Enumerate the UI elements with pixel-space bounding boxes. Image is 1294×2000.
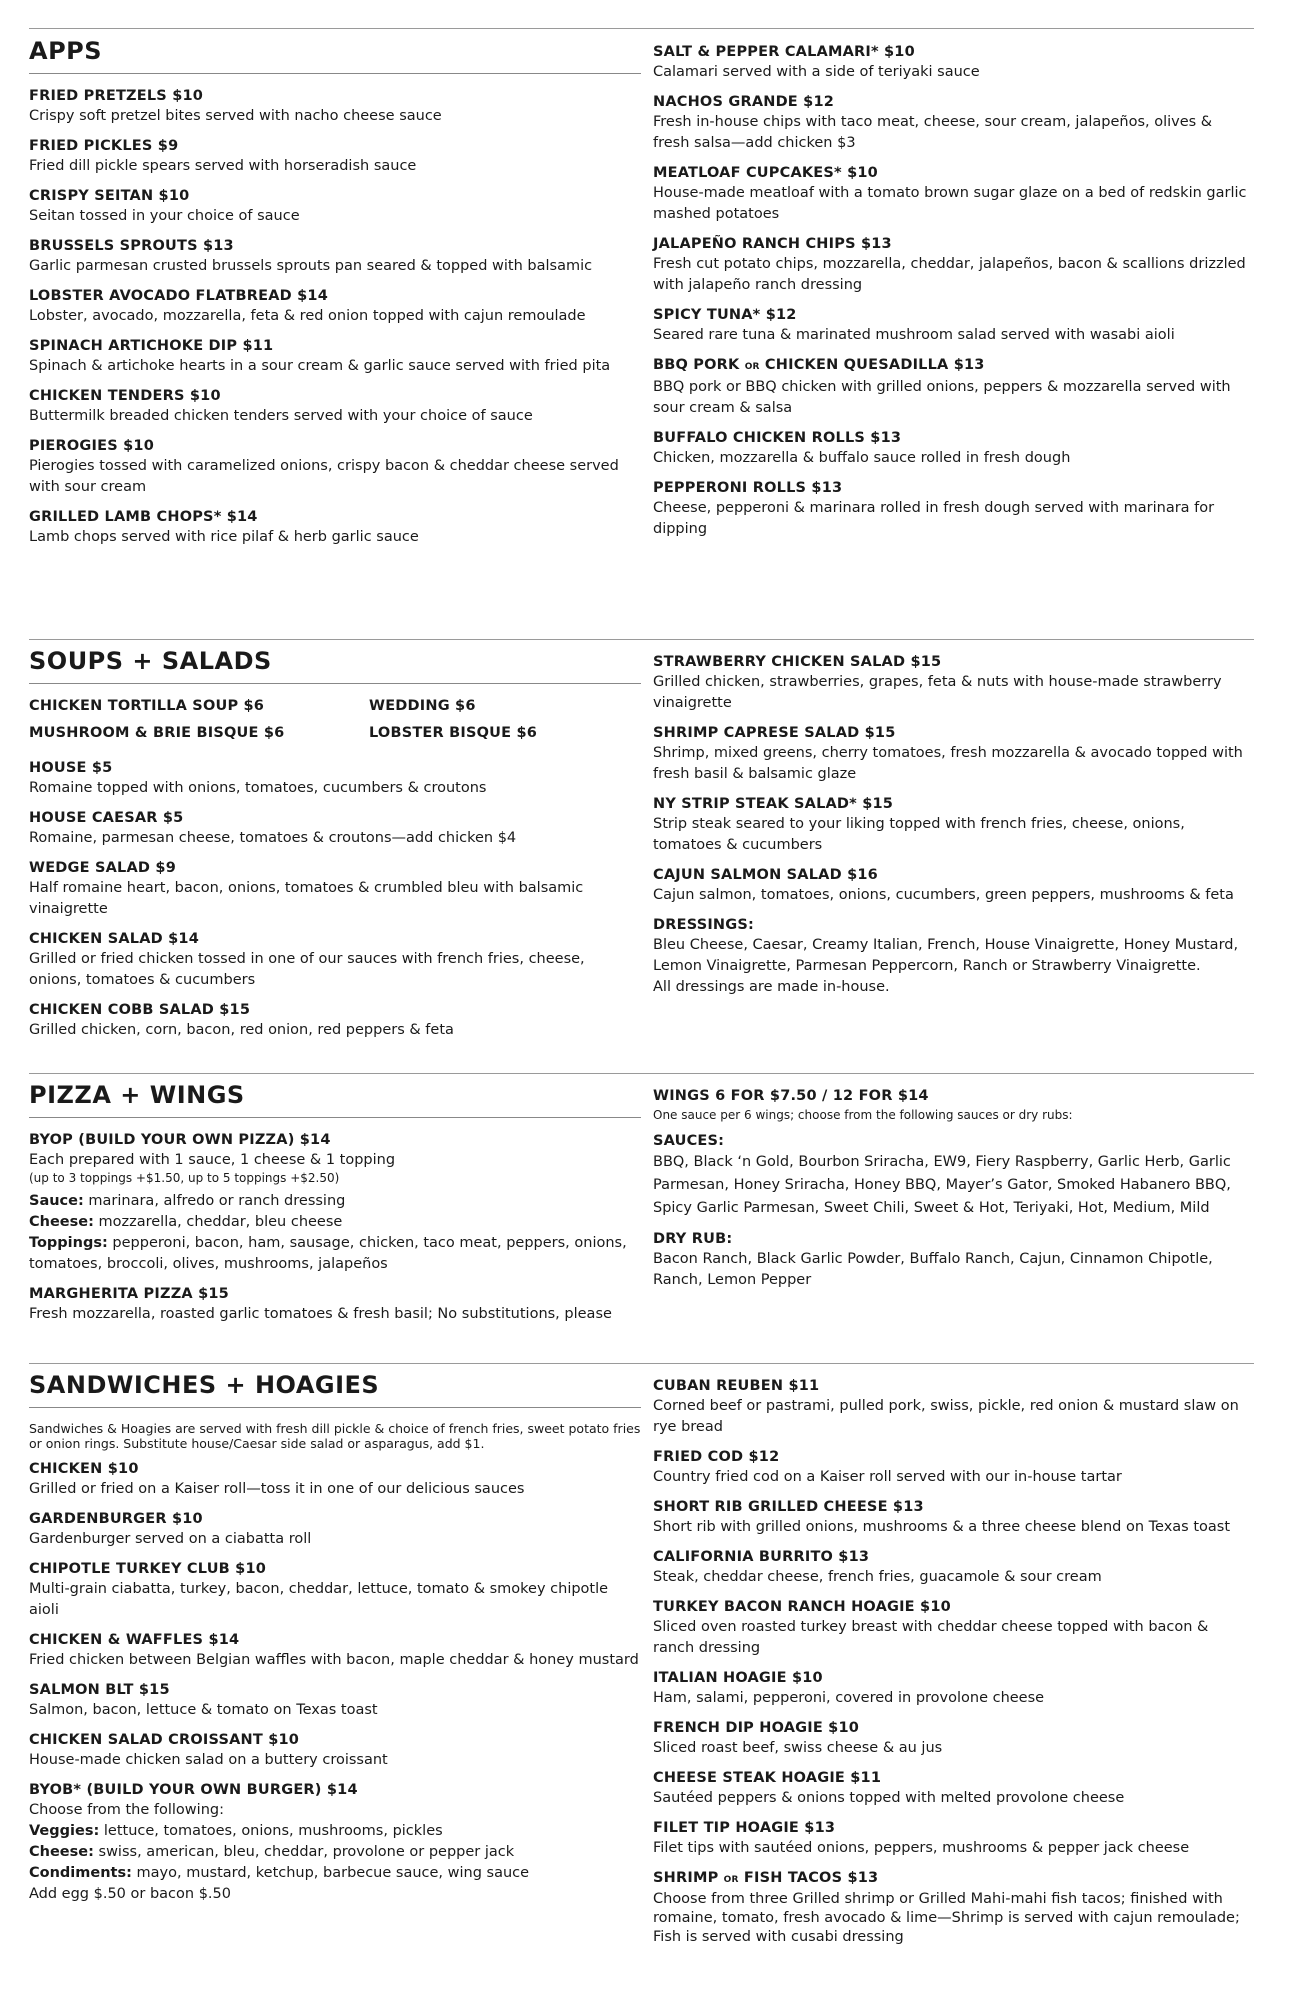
dryrub-block	[653, 1230, 1253, 1291]
byob-cheese-line	[29, 1842, 641, 1863]
item-name: SHORT RIB GRILLED CHEESE $13	[653, 1499, 924, 1515]
menu-item	[653, 1548, 1253, 1588]
byob-intro: Choose from the following:	[29, 1802, 224, 1818]
menu-item	[29, 1560, 641, 1621]
item-name: FRENCH DIP HOAGIE $10	[653, 1720, 860, 1736]
item-name: SPICY TUNA* $12	[653, 307, 797, 323]
item-name: GRILLED LAMB CHOPS* $14	[29, 509, 258, 525]
dryrub-list: Bacon Ranch, Black Garlic Powder, Buffalo Ranch, Cajun, Cinnamon Chipotle, Ranch, Lemon Pepper	[653, 1251, 1213, 1288]
toppings-line	[29, 1233, 641, 1275]
item-desc: Multi-grain ciabatta, turkey, bacon, cheddar, lettuce, tomato & smokey chipotle aioli	[29, 1581, 609, 1618]
dressings-block	[653, 916, 1253, 998]
item-name: BRUSSELS SPROUTS $13	[29, 238, 234, 254]
menu-item	[653, 1498, 1253, 1538]
condiments-label: Condiments:	[29, 1865, 132, 1881]
menu-item	[29, 287, 641, 327]
item-desc: Buttermilk breaded chicken tenders served with your choice of sauce	[29, 408, 533, 424]
item-name: LOBSTER AVOCADO FLATBREAD $14	[29, 288, 328, 304]
menu-item	[29, 1510, 641, 1550]
menu-item	[29, 337, 641, 377]
item-desc: Garlic parmesan crusted brussels sprouts pan seared & topped with balsamic	[29, 258, 593, 274]
apps-right-column	[653, 43, 1253, 550]
sandwiches-rule	[29, 1363, 1254, 1364]
cheese-label: Cheese:	[29, 1214, 94, 1230]
item-name: CAJUN SALMON SALAD $16	[653, 867, 878, 883]
item-name: CHICKEN & WAFFLES $14	[29, 1632, 240, 1648]
item-desc: Lobster, avocado, mozzarella, feta & red onion topped with cajun remoulade	[29, 308, 586, 324]
menu-item	[653, 93, 1253, 154]
item-name: CALIFORNIA BURRITO $13	[653, 1549, 870, 1565]
item-name: SALMON BLT $15	[29, 1682, 170, 1698]
menu-item	[653, 356, 1253, 419]
item-name: TURKEY BACON RANCH HOAGIE $10	[653, 1599, 951, 1615]
dressings-heading: DRESSINGS:	[653, 917, 755, 933]
wings-note: One sauce per 6 wings; choose from the following sauces or dry rubs:	[653, 1108, 1073, 1122]
item-name: BUFFALO CHICKEN ROLLS $13	[653, 430, 902, 446]
item-desc: Salmon, bacon, lettuce & tomato on Texas toast	[29, 1702, 378, 1718]
menu-item	[29, 508, 641, 548]
menu-item	[653, 1598, 1253, 1659]
item-desc: Fresh in-house chips with taco meat, cheese, sour cream, jalapeños, olives & fresh salsa—add chicken $3	[653, 114, 1213, 151]
menu-item	[653, 866, 1253, 906]
item-desc: Grilled or fried on a Kaiser roll—toss it in one of our delicious sauces	[29, 1481, 525, 1497]
item-desc: Corned beef or pastrami, pulled pork, swiss, pickle, red onion & mustard slaw on rye bread	[653, 1398, 1239, 1435]
menu-item	[29, 1285, 641, 1325]
veggies-text: lettuce, tomatoes, onions, mushrooms, pickles	[99, 1823, 443, 1839]
sauces-block	[653, 1132, 1253, 1220]
sandwiches-right-column	[653, 1377, 1253, 1957]
item-name: CUBAN REUBEN $11	[653, 1378, 820, 1394]
dryrub-heading: DRY RUB:	[653, 1231, 733, 1247]
item-desc: Lamb chops served with rice pilaf & herb garlic sauce	[29, 529, 419, 545]
item-desc: Sliced oven roasted turkey breast with cheddar cheese topped with bacon & ranch dressing	[653, 1619, 1209, 1656]
menu-item	[653, 235, 1253, 296]
sauce-label: Sauce:	[29, 1193, 84, 1209]
sandwiches-note: Sandwiches & Hoagies are served with fresh dill pickle & choice of french fries, sweet potato fries or onion rings. Substitute house/Caesar side salad or asparagus, add $1.	[29, 1421, 641, 1451]
byob-cheese-label: Cheese:	[29, 1844, 94, 1860]
item-name: MARGHERITA PIZZA $15	[29, 1286, 229, 1302]
item-name: CHICKEN SALAD CROISSANT $10	[29, 1732, 300, 1748]
item-name-part: SHRIMP	[653, 1870, 719, 1886]
item-name: HOUSE $5	[29, 760, 113, 776]
menu-item	[29, 87, 641, 127]
menu-item	[29, 137, 641, 177]
sauce-line	[29, 1191, 641, 1212]
item-desc: Choose from three Grilled shrimp or Grilled Mahi-mahi fish tacos; finished with romaine, tomato, fresh avocado & lime—Shrimp is served with cajun remoulade; Fish is served with cusabi dressing	[653, 1891, 1240, 1945]
item-desc: Gardenburger served on a ciabatta roll	[29, 1531, 312, 1547]
item-desc: Strip steak seared to your liking topped with french fries, cheese, onions, tomatoes & cucumbers	[653, 816, 1185, 853]
soup-item: MUSHROOM & BRIE BISQUE $6	[29, 725, 285, 741]
menu-item	[653, 724, 1253, 785]
item-name: CHIPOTLE TURKEY CLUB $10	[29, 1561, 267, 1577]
menu-item	[653, 1448, 1253, 1488]
item-name: HOUSE CAESAR $5	[29, 810, 184, 826]
menu-item	[29, 809, 641, 849]
item-name-part: FISH TACOS $13	[743, 1870, 879, 1886]
item-desc: Crispy soft pretzel bites served with nacho cheese sauce	[29, 108, 442, 124]
item-name: CHICKEN TENDERS $10	[29, 388, 221, 404]
menu-item	[29, 859, 641, 920]
item-name: BYOP (BUILD YOUR OWN PIZZA) $14	[29, 1132, 331, 1148]
item-desc: Fried dill pickle spears served with horseradish sauce	[29, 158, 417, 174]
menu-item	[653, 653, 1253, 714]
item-name	[653, 1869, 1253, 1890]
item-name: FRIED PICKLES $9	[29, 138, 179, 154]
item-name: NACHOS GRANDE $12	[653, 94, 835, 110]
item-desc: Grilled chicken, corn, bacon, red onion, red peppers & feta	[29, 1022, 454, 1038]
item-desc: House-made chicken salad on a buttery croissant	[29, 1752, 388, 1768]
item-name: FILET TIP HOAGIE $13	[653, 1820, 836, 1836]
sauces-heading: SAUCES:	[653, 1133, 725, 1149]
or-word: OR	[723, 1875, 739, 1885]
item-desc: Grilled chicken, strawberries, grapes, feta & nuts with house-made strawberry vinaigrette	[653, 674, 1222, 711]
item-desc: Filet tips with sautéed onions, peppers, mushrooms & pepper jack cheese	[653, 1840, 1190, 1856]
byop-block	[29, 1131, 641, 1275]
item-name: CHICKEN SALAD $14	[29, 931, 200, 947]
soup-item: WEDDING $6	[369, 698, 476, 714]
item-desc: Romaine, parmesan cheese, tomatoes & croutons—add chicken $4	[29, 830, 517, 846]
item-name: CHICKEN $10	[29, 1461, 139, 1477]
menu-item	[653, 1377, 1253, 1438]
cheese-line	[29, 1212, 641, 1233]
item-desc: Fresh cut potato chips, mozzarella, cheddar, jalapeños, bacon & scallions drizzled with jalapeño ranch dressing	[653, 256, 1246, 293]
soups-title: SOUPS + SALADS	[29, 646, 641, 684]
menu-item	[653, 306, 1253, 346]
item-desc: Seitan tossed in your choice of sauce	[29, 208, 300, 224]
soups-right-column	[653, 653, 1253, 1008]
soups-grid	[29, 697, 641, 751]
item-name: CHEESE STEAK HOAGIE $11	[653, 1770, 882, 1786]
item-name: WEDGE SALAD $9	[29, 860, 176, 876]
dressings-note: All dressings are made in-house.	[653, 979, 890, 995]
item-name: STRAWBERRY CHICKEN SALAD $15	[653, 654, 942, 670]
soups-rule	[29, 639, 1254, 640]
item-desc: Shrimp, mixed greens, cherry tomatoes, fresh mozzarella & avocado topped with fresh basil & balsamic glaze	[653, 745, 1243, 782]
sandwiches-title: SANDWICHES + HOAGIES	[29, 1370, 641, 1408]
soup-item: LOBSTER BISQUE $6	[369, 725, 538, 741]
or-word: OR	[744, 362, 760, 372]
item-name: MEATLOAF CUPCAKES* $10	[653, 165, 878, 181]
pizza-right-column	[653, 1087, 1253, 1301]
menu-item	[653, 429, 1253, 469]
toppings-pricing: (up to 3 toppings +$1.50, up to 5 toppings +$2.50)	[29, 1171, 340, 1185]
item-name: GARDENBURGER $10	[29, 1511, 203, 1527]
menu-item	[653, 43, 1253, 83]
pizza-left-column	[29, 1080, 641, 1335]
item-desc: Spinach & artichoke hearts in a sour cream & garlic sauce served with fried pita	[29, 358, 611, 374]
toppings-text: pepperoni, bacon, ham, sausage, chicken, taco meat, peppers, onions, tomatoes, broccoli, olives, mushrooms, jalapeños	[29, 1235, 627, 1272]
item-name-part: CHICKEN QUESADILLA $13	[764, 357, 985, 373]
item-name	[653, 356, 1253, 377]
menu-item	[653, 1819, 1253, 1859]
menu-item	[29, 1731, 641, 1771]
menu-item	[653, 479, 1253, 540]
item-name: JALAPEÑO RANCH CHIPS $13	[653, 236, 892, 252]
menu-item	[29, 387, 641, 427]
item-name: BYOB* (BUILD YOUR OWN BURGER) $14	[29, 1782, 358, 1798]
menu-item	[29, 187, 641, 227]
wings-block	[653, 1087, 1253, 1122]
item-desc: Fresh mozzarella, roasted garlic tomatoes & fresh basil; No substitutions, please	[29, 1306, 612, 1322]
item-name: NY STRIP STEAK SALAD* $15	[653, 796, 894, 812]
item-desc: Fried chicken between Belgian waffles with bacon, maple cheddar & honey mustard	[29, 1652, 639, 1668]
menu-item	[29, 1631, 641, 1671]
item-name-part: BBQ PORK	[653, 357, 740, 373]
item-desc: Grilled or fried chicken tossed in one of our sauces with french fries, cheese, onions, tomatoes & cucumbers	[29, 951, 585, 988]
item-name: SALT & PEPPER CALAMARI* $10	[653, 44, 915, 60]
item-name: PIEROGIES $10	[29, 438, 154, 454]
item-desc: Half romaine heart, bacon, onions, tomatoes & crumbled bleu with balsamic vinaigrette	[29, 880, 584, 917]
menu-item	[29, 1460, 641, 1500]
sandwiches-left-column	[29, 1370, 641, 1915]
apps-title: APPS	[29, 36, 641, 74]
byob-block	[29, 1781, 641, 1905]
item-desc: Pierogies tossed with caramelized onions, crispy bacon & cheddar cheese served with sour cream	[29, 458, 619, 495]
item-desc: Seared rare tuna & marinated mushroom salad served with wasabi aioli	[653, 327, 1175, 343]
item-desc: Sautéed peppers & onions topped with melted provolone cheese	[653, 1790, 1125, 1806]
veggies-line	[29, 1821, 641, 1842]
menu-item	[29, 237, 641, 277]
top-rule	[29, 28, 1254, 29]
soups-left-column	[29, 646, 641, 1051]
item-desc: Each prepared with 1 sauce, 1 cheese & 1 topping	[29, 1152, 396, 1168]
item-desc: Cheese, pepperoni & marinara rolled in fresh dough served with marinara for dipping	[653, 500, 1215, 537]
item-desc: House-made meatloaf with a tomato brown sugar glaze on a bed of redskin garlic mashed potatoes	[653, 185, 1247, 222]
item-name: SPINACH ARTICHOKE DIP $11	[29, 338, 274, 354]
item-desc: Romaine topped with onions, tomatoes, cucumbers & croutons	[29, 780, 487, 796]
menu-item	[29, 437, 641, 498]
menu-item	[653, 1719, 1253, 1759]
sauces-list: BBQ, Black ‘n Gold, Bourbon Sriracha, EW9, Fiery Raspberry, Garlic Herb, Garlic Parmesan, Honey Sriracha, Honey BBQ, Mayer’s Gator, Smoked Habanero BBQ, Spicy Garlic Parmesan, Sweet Chili, Sweet & Hot, Teriyaki, Hot, Medium, Mild	[653, 1154, 1231, 1216]
item-desc: Steak, cheddar cheese, french fries, guacamole & sour cream	[653, 1569, 1102, 1585]
item-desc: Chicken, mozzarella & buffalo sauce rolled in fresh dough	[653, 450, 1071, 466]
menu-item	[29, 930, 641, 991]
item-desc: Cajun salmon, tomatoes, onions, cucumbers, green peppers, mushrooms & feta	[653, 887, 1234, 903]
condiments-line	[29, 1863, 641, 1884]
item-name: CRISPY SEITAN $10	[29, 188, 190, 204]
menu-item	[29, 1681, 641, 1721]
byob-cheese-text: swiss, american, bleu, cheddar, provolone or pepper jack	[93, 1844, 515, 1860]
item-name: FRIED COD $12	[653, 1449, 780, 1465]
item-name: PEPPERONI ROLLS $13	[653, 480, 843, 496]
cheese-text: mozzarella, cheddar, bleu cheese	[93, 1214, 343, 1230]
item-name: FRIED PRETZELS $10	[29, 88, 204, 104]
dressings-list: Bleu Cheese, Caesar, Creamy Italian, French, House Vinaigrette, Honey Mustard, Lemon Vinaigrette, Parmesan Peppercorn, Ranch or Strawberry Vinaigrette.	[653, 937, 1239, 974]
item-name: ITALIAN HOAGIE $10	[653, 1670, 823, 1686]
item-name: CHICKEN COBB SALAD $15	[29, 1002, 251, 1018]
addon-line: Add egg $.50 or bacon $.50	[29, 1886, 231, 1902]
apps-left-column	[29, 36, 641, 558]
soup-item: CHICKEN TORTILLA SOUP $6	[29, 698, 265, 714]
menu-item	[653, 1669, 1253, 1709]
pizza-title: PIZZA + WINGS	[29, 1080, 641, 1118]
menu-item	[653, 795, 1253, 856]
item-desc: BBQ pork or BBQ chicken with grilled onions, peppers & mozzarella served with sour cream & salsa	[653, 379, 1231, 416]
menu-item	[653, 164, 1253, 225]
veggies-label: Veggies:	[29, 1823, 100, 1839]
menu-item	[29, 1001, 641, 1041]
pizza-rule	[29, 1073, 1254, 1074]
menu-item	[653, 1869, 1253, 1947]
menu-item	[653, 1769, 1253, 1809]
item-desc: Calamari served with a side of teriyaki sauce	[653, 64, 980, 80]
item-name: WINGS 6 FOR $7.50 / 12 FOR $14	[653, 1088, 929, 1104]
item-name: SHRIMP CAPRESE SALAD $15	[653, 725, 896, 741]
menu-item	[29, 759, 641, 799]
condiments-text: mayo, mustard, ketchup, barbecue sauce, wing sauce	[131, 1865, 530, 1881]
item-desc: Short rib with grilled onions, mushrooms & a three cheese blend on Texas toast	[653, 1519, 1231, 1535]
sauce-text: marinara, alfredo or ranch dressing	[83, 1193, 346, 1209]
toppings-label: Toppings:	[29, 1235, 108, 1251]
item-desc: Sliced roast beef, swiss cheese & au jus	[653, 1740, 943, 1756]
item-desc: Country fried cod on a Kaiser roll served with our in-house tartar	[653, 1469, 1122, 1485]
item-desc: Ham, salami, pepperoni, covered in provolone cheese	[653, 1690, 1045, 1706]
